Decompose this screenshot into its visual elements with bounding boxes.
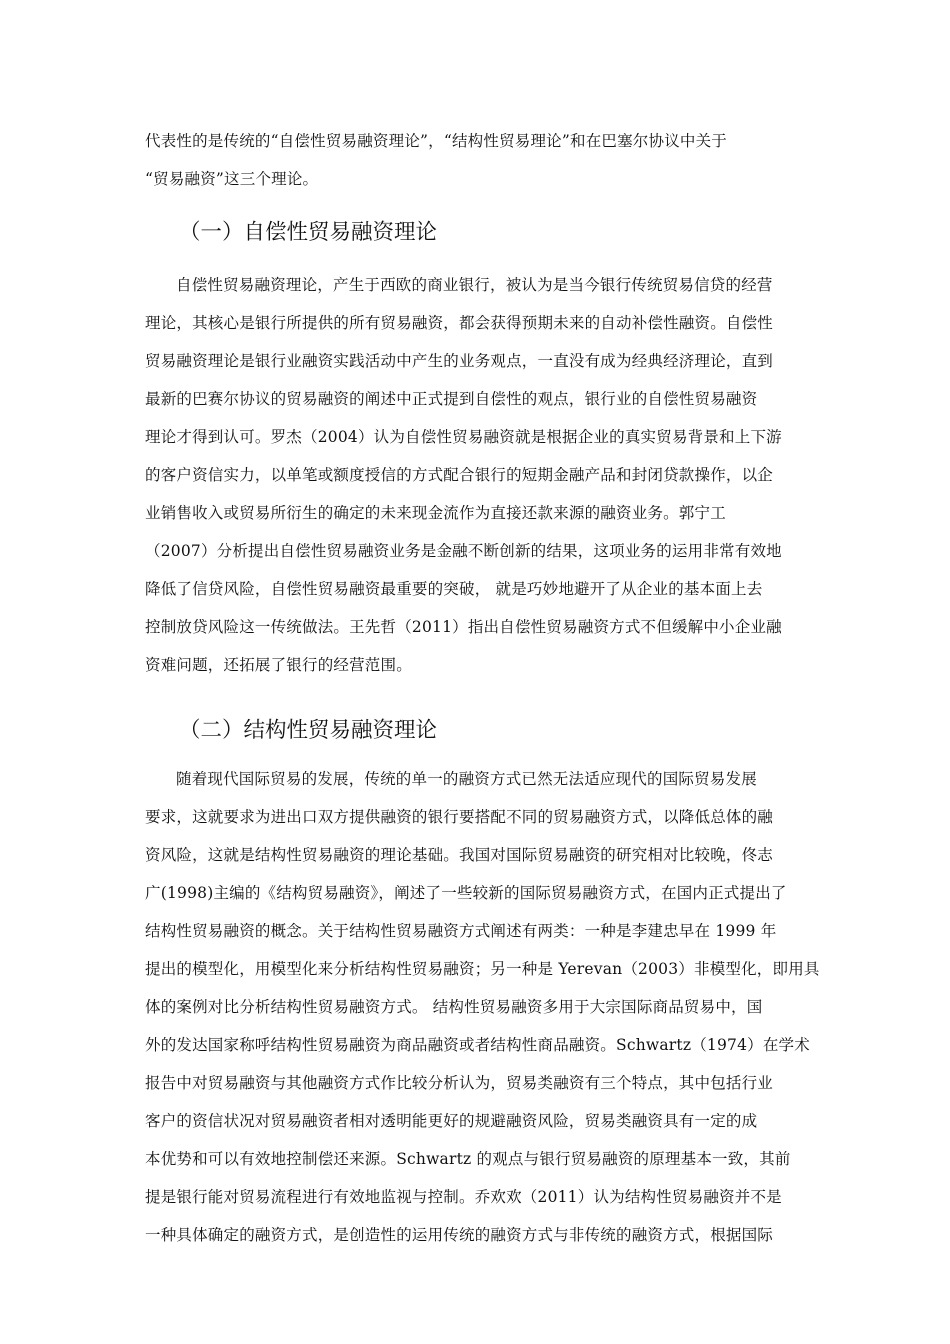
paragraph-line: 自偿性贸易融资理论，产生于西欧的商业银行，被认为是当今银行传统贸易信贷的经营 bbox=[176, 276, 773, 294]
paragraph-line: 结构性贸易融资的概念。关于结构性贸易融资方式阐述有两类：一种是李建忠早在 1999 年 bbox=[145, 922, 777, 940]
paragraph-line: 体的案例对比分析结构性贸易融资方式。 结构性贸易融资多用于大宗国际商品贸易中，国 bbox=[145, 998, 763, 1016]
paragraph-line: 广(1998)主编的《结构贸易融资》，阐述了一些较新的国际贸易融资方式，在国内正式提出了 bbox=[145, 884, 787, 902]
section-heading-2: （二）结构性贸易融资理论 bbox=[179, 718, 438, 743]
paragraph-line: 提是银行能对贸易流程进行有效地监视与控制。乔欢欢（2011）认为结构性贸易融资并不是 bbox=[145, 1188, 782, 1206]
paragraph-line: 资风险，这就是结构性贸易融资的理论基础。我国对国际贸易融资的研究相对比较晚，佟志 bbox=[145, 846, 774, 864]
paragraph-line: 随着现代国际贸易的发展，传统的单一的融资方式已然无法适应现代的国际贸易发展 bbox=[176, 770, 757, 788]
paragraph-line: 业销售收入或贸易所衍生的确定的未来现金流作为直接还款来源的融资业务。郭宁工 bbox=[145, 504, 726, 522]
paragraph-line: （2007）分析提出自偿性贸易融资业务是金融不断创新的结果，这项业务的运用非常有效地 bbox=[145, 542, 782, 560]
paragraph-line: 最新的巴赛尔协议的贸易融资的阐述中正式提到自偿性的观点，银行业的自偿性贸易融资 bbox=[145, 390, 758, 408]
intro-line: “贸易融资”这三个理论。 bbox=[145, 170, 319, 188]
paragraph-line: 控制放贷风险这一传统做法。王先哲（2011）指出自偿性贸易融资方式不但缓解中小企业融 bbox=[145, 618, 782, 636]
paragraph-line: 提出的模型化，用模型化来分析结构性贸易融资；另一种是 Yerevan（2003）非模型化，即用具 bbox=[145, 960, 820, 978]
paragraph-line: 一种具体确定的融资方式，是创造性的运用传统的融资方式与非传统的融资方式，根据国际 bbox=[145, 1226, 774, 1244]
paragraph-line: 报告中对贸易融资与其他融资方式作比较分析认为，贸易类融资有三个特点，其中包括行业 bbox=[145, 1074, 774, 1092]
document-body bbox=[145, 122, 820, 1254]
paragraph-line: 理论，其核心是银行所提供的所有贸易融资，都会获得预期未来的自动补偿性融资。自偿性 bbox=[145, 314, 774, 332]
paragraph-line: 资难问题，还拓展了银行的经营范围。 bbox=[145, 656, 412, 674]
paragraph-line: 要求，这就要求为进出口双方提供融资的银行要搭配不同的贸易融资方式，以降低总体的融 bbox=[145, 808, 774, 826]
intro-line: 代表性的是传统的“自偿性贸易融资理论”，“结构性贸易理论”和在巴塞尔协议中关于 bbox=[145, 132, 727, 150]
paragraph-line: 本优势和可以有效地控制偿还来源。Schwartz 的观点与银行贸易融资的原理基本一致，其前 bbox=[145, 1150, 791, 1168]
section-2-paragraph bbox=[145, 760, 820, 1254]
paragraph-line: 理论才得到认可。罗杰（2004）认为自偿性贸易融资就是根据企业的真实贸易背景和上下游 bbox=[145, 428, 782, 446]
paragraph-line: 降低了信贷风险，自偿性贸易融资最重要的突破， 就是巧妙地避开了从企业的基本面上去 bbox=[145, 580, 763, 598]
paragraph-line: 外的发达国家称呼结构性贸易融资为商品融资或者结构性商品融资。Schwartz（1974）在学术 bbox=[145, 1036, 810, 1054]
paragraph-line: 客户的资信状况对贸易融资者相对透明能更好的规避融资风险，贸易类融资具有一定的成 bbox=[145, 1112, 758, 1130]
paragraph-line: 的客户资信实力，以单笔或额度授信的方式配合银行的短期金融产品和封闭贷款操作，以企 bbox=[145, 466, 774, 484]
paragraph-line: 贸易融资理论是银行业融资实践活动中产生的业务观点，一直没有成为经典经济理论，直到 bbox=[145, 352, 774, 370]
section-heading-1: （一）自偿性贸易融资理论 bbox=[179, 220, 438, 245]
section-1-paragraph bbox=[145, 266, 807, 684]
